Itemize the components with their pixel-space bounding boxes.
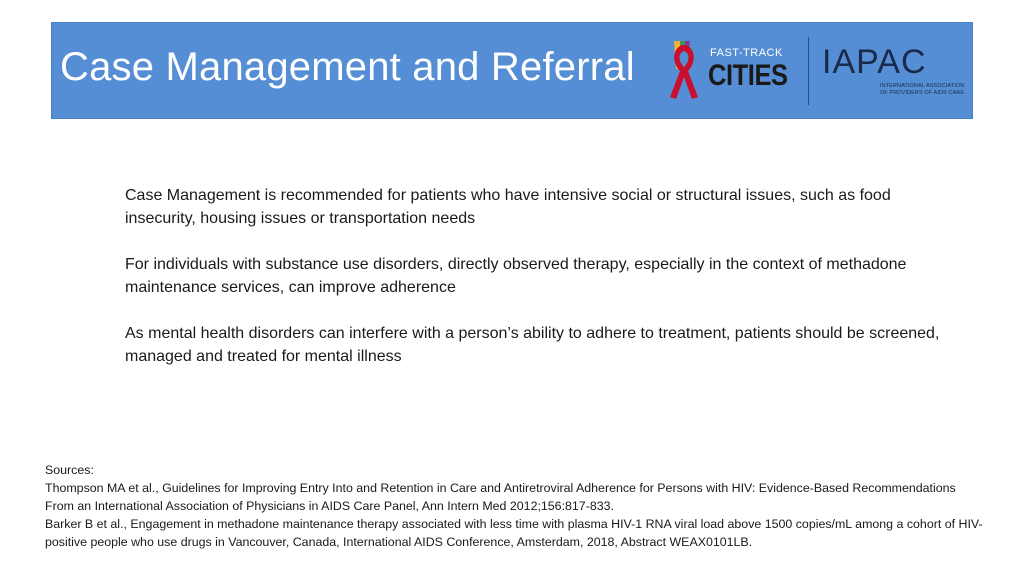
iapac-logo: [820, 41, 970, 103]
sources-section: [45, 461, 985, 551]
logo-divider: [808, 37, 809, 105]
slide-title: Case Management and Referral: [60, 45, 635, 89]
paragraph-case-management: Case Management is recommended for patients who have intensive social or structural issues, such as food insecurity, housing issues or transportation needs: [125, 187, 891, 227]
iapac-tagline: INTERNATIONAL ASSOCIATION OF PROVIDERS OF AIDS CARE: [880, 83, 965, 96]
fast-track-cities-logo: [666, 39, 796, 103]
title-banner: [51, 22, 973, 119]
source-item: Thompson MA et al., Guidelines for Improving Entry Into and Retention in Care and Antiretroviral Adherence for Persons with HIV: Evidence-Based Recommendations From an International Association of Physicians in AIDS Care Panel, Ann Intern Med 2012;156:817-833.: [45, 481, 956, 513]
cities-label: CITIES: [708, 59, 788, 92]
red-ribbon-icon: [666, 39, 706, 103]
paragraph-substance-use: For individuals with substance use disorders, directly observed therapy, especially in the context of methadone maintenance services, can improve adherence: [125, 256, 907, 296]
paragraph-mental-health: As mental health disorders can interfere with a person’s ability to adhere to treatment, patients should be screened, managed and treated for mental illness: [125, 325, 940, 365]
iapac-wordmark: IAPAC: [822, 43, 927, 81]
main-content: [125, 184, 945, 391]
sources-label: Sources:: [45, 463, 94, 477]
source-item: Barker B et al., Engagement in methadone maintenance therapy associated with less time with plasma HIV-1 RNA viral load above 1500 copies/mL among a cohort of HIV-positive people who use drugs in Vancouver, Canada, International AIDS Conference, Amsterdam, 2018, Abstract WEAX0101LB.: [45, 517, 983, 549]
fast-track-label: FAST-TRACK: [710, 47, 783, 59]
